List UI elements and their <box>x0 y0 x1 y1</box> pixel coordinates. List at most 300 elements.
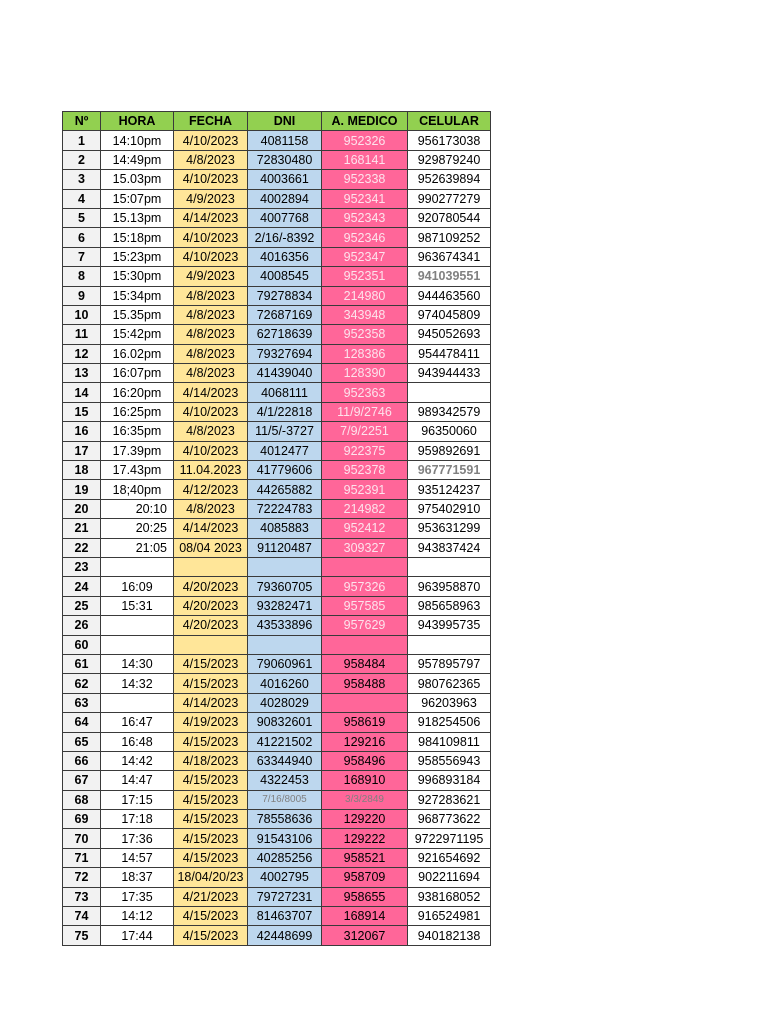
cell-fecha: 4/8/2023 <box>174 325 248 344</box>
cell-number: 22 <box>63 538 101 557</box>
cell-number: 14 <box>63 383 101 402</box>
cell-fecha: 4/15/2023 <box>174 771 248 790</box>
cell-dni: 2/16/-8392 <box>248 228 322 247</box>
cell-fecha: 08/04 2023 <box>174 538 248 557</box>
cell-fecha: 4/8/2023 <box>174 150 248 169</box>
cell-number: 64 <box>63 713 101 732</box>
table-body <box>63 131 491 945</box>
cell-fecha: 4/15/2023 <box>174 674 248 693</box>
cell-number: 2 <box>63 150 101 169</box>
cell-celular: 984109811 <box>408 732 491 751</box>
table-row <box>63 286 491 305</box>
cell-celular: 945052693 <box>408 325 491 344</box>
cell-fecha: 4/15/2023 <box>174 926 248 945</box>
table-row <box>63 751 491 770</box>
cell-medico: 958521 <box>322 848 408 867</box>
cell-hora: 14:57 <box>101 848 174 867</box>
cell-dni: 4003661 <box>248 170 322 189</box>
table-row <box>63 364 491 383</box>
cell-medico: 952358 <box>322 325 408 344</box>
cell-hora: 16:35pm <box>101 422 174 441</box>
cell-medico: 952391 <box>322 480 408 499</box>
cell-dni: 11/5/-3727 <box>248 422 322 441</box>
cell-medico: 957629 <box>322 616 408 635</box>
table-row <box>63 887 491 906</box>
header-hora: HORA <box>101 112 174 131</box>
cell-celular <box>408 557 491 576</box>
cell-fecha: 11.04.2023 <box>174 461 248 480</box>
cell-medico: 312067 <box>322 926 408 945</box>
cell-fecha: 4/14/2023 <box>174 383 248 402</box>
cell-medico: 952412 <box>322 519 408 538</box>
table-row <box>63 189 491 208</box>
cell-dni: 41779606 <box>248 461 322 480</box>
cell-hora: 18:37 <box>101 868 174 887</box>
cell-dni: 4068111 <box>248 383 322 402</box>
cell-dni <box>248 557 322 576</box>
cell-fecha: 4/12/2023 <box>174 480 248 499</box>
cell-celular: 959892691 <box>408 441 491 460</box>
cell-celular <box>408 635 491 654</box>
cell-number: 5 <box>63 208 101 227</box>
cell-number: 67 <box>63 771 101 790</box>
cell-celular: 941039551 <box>408 267 491 286</box>
cell-fecha: 4/10/2023 <box>174 170 248 189</box>
cell-celular: 921654692 <box>408 848 491 867</box>
cell-hora: 15:30pm <box>101 267 174 286</box>
cell-celular: 967771591 <box>408 461 491 480</box>
cell-dni: 7/16/8005 <box>248 790 322 809</box>
cell-number: 61 <box>63 654 101 673</box>
table-row <box>63 402 491 421</box>
table-row <box>63 228 491 247</box>
cell-hora: 15.13pm <box>101 208 174 227</box>
cell-celular: 944463560 <box>408 286 491 305</box>
cell-celular: 902211694 <box>408 868 491 887</box>
cell-number: 70 <box>63 829 101 848</box>
cell-number: 19 <box>63 480 101 499</box>
cell-fecha <box>174 557 248 576</box>
cell-fecha: 4/10/2023 <box>174 247 248 266</box>
cell-medico: 958655 <box>322 887 408 906</box>
cell-medico: 129222 <box>322 829 408 848</box>
cell-dni: 72687169 <box>248 305 322 324</box>
header-dni: DNI <box>248 112 322 131</box>
table-row <box>63 170 491 189</box>
cell-celular: 96203963 <box>408 693 491 712</box>
header-medico: A. MEDICO <box>322 112 408 131</box>
table-row <box>63 305 491 324</box>
cell-celular: 96350060 <box>408 422 491 441</box>
table-row <box>63 848 491 867</box>
cell-number: 16 <box>63 422 101 441</box>
cell-medico: 958488 <box>322 674 408 693</box>
cell-fecha: 4/10/2023 <box>174 441 248 460</box>
cell-fecha: 4/9/2023 <box>174 189 248 208</box>
cell-celular: 985658963 <box>408 596 491 615</box>
cell-dni: 79727231 <box>248 887 322 906</box>
cell-dni: 4002795 <box>248 868 322 887</box>
cell-hora: 15:42pm <box>101 325 174 344</box>
cell-fecha: 4/10/2023 <box>174 402 248 421</box>
cell-celular: 929879240 <box>408 150 491 169</box>
cell-celular: 940182138 <box>408 926 491 945</box>
cell-medico: 214982 <box>322 499 408 518</box>
cell-number: 21 <box>63 519 101 538</box>
cell-number: 60 <box>63 635 101 654</box>
table-row <box>63 538 491 557</box>
cell-dni: 63344940 <box>248 751 322 770</box>
table-row <box>63 907 491 926</box>
cell-number: 23 <box>63 557 101 576</box>
cell-hora: 16:09 <box>101 577 174 596</box>
cell-number: 4 <box>63 189 101 208</box>
table-row <box>63 499 491 518</box>
cell-medico: 958619 <box>322 713 408 732</box>
table-row <box>63 732 491 751</box>
cell-number: 71 <box>63 848 101 867</box>
header-fecha: FECHA <box>174 112 248 131</box>
cell-number: 62 <box>63 674 101 693</box>
table-row <box>63 810 491 829</box>
table-row <box>63 480 491 499</box>
table-row <box>63 208 491 227</box>
cell-fecha: 4/8/2023 <box>174 364 248 383</box>
cell-celular: 927283621 <box>408 790 491 809</box>
cell-medico: 168914 <box>322 907 408 926</box>
cell-celular: 975402910 <box>408 499 491 518</box>
table-row <box>63 577 491 596</box>
cell-dni: 4085883 <box>248 519 322 538</box>
cell-dni: 62718639 <box>248 325 322 344</box>
cell-number: 65 <box>63 732 101 751</box>
cell-dni: 72830480 <box>248 150 322 169</box>
cell-hora <box>101 557 174 576</box>
cell-fecha: 18/04/20/23 <box>174 868 248 887</box>
table-row <box>63 654 491 673</box>
cell-celular: 958556943 <box>408 751 491 770</box>
cell-number: 11 <box>63 325 101 344</box>
cell-medico: 957585 <box>322 596 408 615</box>
cell-fecha: 4/8/2023 <box>174 499 248 518</box>
cell-hora: 14:42 <box>101 751 174 770</box>
cell-number: 66 <box>63 751 101 770</box>
cell-dni: 4081158 <box>248 131 322 150</box>
cell-fecha: 4/15/2023 <box>174 848 248 867</box>
cell-celular: 963674341 <box>408 247 491 266</box>
table-row <box>63 693 491 712</box>
table-row <box>63 247 491 266</box>
cell-dni: 43533896 <box>248 616 322 635</box>
cell-dni: 90832601 <box>248 713 322 732</box>
cell-medico: 168141 <box>322 150 408 169</box>
cell-dni: 79278834 <box>248 286 322 305</box>
cell-medico: 952347 <box>322 247 408 266</box>
cell-celular: 943995735 <box>408 616 491 635</box>
cell-dni: 4007768 <box>248 208 322 227</box>
cell-fecha <box>174 635 248 654</box>
cell-number: 6 <box>63 228 101 247</box>
cell-dni: 91120487 <box>248 538 322 557</box>
cell-number: 7 <box>63 247 101 266</box>
cell-medico: 128390 <box>322 364 408 383</box>
cell-number: 24 <box>63 577 101 596</box>
cell-dni: 42448699 <box>248 926 322 945</box>
cell-celular: 9722971195 <box>408 829 491 848</box>
table-row <box>63 441 491 460</box>
cell-medico <box>322 557 408 576</box>
cell-medico: 11/9/2746 <box>322 402 408 421</box>
cell-medico: 958484 <box>322 654 408 673</box>
cell-fecha: 4/8/2023 <box>174 344 248 363</box>
cell-dni: 41439040 <box>248 364 322 383</box>
cell-number: 15 <box>63 402 101 421</box>
cell-number: 68 <box>63 790 101 809</box>
cell-dni: 41221502 <box>248 732 322 751</box>
cell-celular: 989342579 <box>408 402 491 421</box>
cell-dni <box>248 635 322 654</box>
cell-dni: 4008545 <box>248 267 322 286</box>
cell-dni: 72224783 <box>248 499 322 518</box>
cell-fecha: 4/8/2023 <box>174 422 248 441</box>
cell-medico: 952378 <box>322 461 408 480</box>
cell-celular: 957895797 <box>408 654 491 673</box>
cell-number: 73 <box>63 887 101 906</box>
cell-fecha: 4/21/2023 <box>174 887 248 906</box>
cell-fecha: 4/14/2023 <box>174 519 248 538</box>
table-row <box>63 771 491 790</box>
cell-hora: 17.43pm <box>101 461 174 480</box>
cell-dni: 4016356 <box>248 247 322 266</box>
header-number: Nº <box>63 112 101 131</box>
cell-fecha: 4/9/2023 <box>174 267 248 286</box>
cell-hora: 17:18 <box>101 810 174 829</box>
appointments-table <box>62 111 491 946</box>
table-row <box>63 461 491 480</box>
cell-hora: 14:49pm <box>101 150 174 169</box>
cell-hora: 16:47 <box>101 713 174 732</box>
cell-number: 12 <box>63 344 101 363</box>
cell-celular: 963958870 <box>408 577 491 596</box>
cell-hora: 21:05 <box>101 538 174 557</box>
table-row <box>63 596 491 615</box>
cell-fecha: 4/15/2023 <box>174 829 248 848</box>
cell-hora: 14:12 <box>101 907 174 926</box>
cell-hora: 14:47 <box>101 771 174 790</box>
cell-hora: 17:44 <box>101 926 174 945</box>
cell-celular: 935124237 <box>408 480 491 499</box>
table-row <box>63 422 491 441</box>
cell-medico <box>322 635 408 654</box>
cell-fecha: 4/8/2023 <box>174 286 248 305</box>
cell-hora: 17:36 <box>101 829 174 848</box>
cell-fecha: 4/10/2023 <box>174 131 248 150</box>
cell-medico: 7/9/2251 <box>322 422 408 441</box>
cell-medico: 129220 <box>322 810 408 829</box>
cell-hora: 17:15 <box>101 790 174 809</box>
cell-medico: 958496 <box>322 751 408 770</box>
cell-fecha: 4/10/2023 <box>174 228 248 247</box>
table-row <box>63 383 491 402</box>
cell-number: 20 <box>63 499 101 518</box>
cell-fecha: 4/19/2023 <box>174 713 248 732</box>
cell-hora: 15:31 <box>101 596 174 615</box>
cell-hora <box>101 693 174 712</box>
cell-celular: 943837424 <box>408 538 491 557</box>
cell-celular: 938168052 <box>408 887 491 906</box>
cell-number: 1 <box>63 131 101 150</box>
cell-medico: 3/3/2849 <box>322 790 408 809</box>
cell-dni: 4016260 <box>248 674 322 693</box>
cell-medico: 952346 <box>322 228 408 247</box>
cell-hora: 15.03pm <box>101 170 174 189</box>
cell-celular: 943944433 <box>408 364 491 383</box>
cell-medico: 922375 <box>322 441 408 460</box>
table-row <box>63 519 491 538</box>
cell-celular: 953631299 <box>408 519 491 538</box>
cell-celular: 968773622 <box>408 810 491 829</box>
cell-hora: 15:23pm <box>101 247 174 266</box>
cell-celular: 918254506 <box>408 713 491 732</box>
cell-celular: 920780544 <box>408 208 491 227</box>
cell-number: 25 <box>63 596 101 615</box>
cell-dni: 4/1/22818 <box>248 402 322 421</box>
cell-number: 3 <box>63 170 101 189</box>
table-row <box>63 267 491 286</box>
table-row <box>63 131 491 150</box>
cell-number: 10 <box>63 305 101 324</box>
cell-number: 13 <box>63 364 101 383</box>
cell-hora: 20:10 <box>101 499 174 518</box>
cell-number: 17 <box>63 441 101 460</box>
table-row <box>63 674 491 693</box>
cell-medico: 129216 <box>322 732 408 751</box>
cell-hora: 14:30 <box>101 654 174 673</box>
cell-fecha: 4/15/2023 <box>174 810 248 829</box>
cell-fecha: 4/15/2023 <box>174 907 248 926</box>
cell-hora: 14:10pm <box>101 131 174 150</box>
cell-celular: 990277279 <box>408 189 491 208</box>
cell-fecha: 4/15/2023 <box>174 790 248 809</box>
table-row <box>63 790 491 809</box>
cell-medico: 952351 <box>322 267 408 286</box>
table-row <box>63 713 491 732</box>
table-row <box>63 150 491 169</box>
cell-fecha: 4/15/2023 <box>174 654 248 673</box>
cell-number: 74 <box>63 907 101 926</box>
cell-hora: 17.39pm <box>101 441 174 460</box>
cell-medico: 952363 <box>322 383 408 402</box>
table-row <box>63 829 491 848</box>
cell-celular: 987109252 <box>408 228 491 247</box>
cell-fecha: 4/18/2023 <box>174 751 248 770</box>
cell-medico: 343948 <box>322 305 408 324</box>
cell-celular: 954478411 <box>408 344 491 363</box>
cell-celular: 974045809 <box>408 305 491 324</box>
cell-medico: 214980 <box>322 286 408 305</box>
cell-celular: 956173038 <box>408 131 491 150</box>
cell-celular: 996893184 <box>408 771 491 790</box>
cell-celular: 980762365 <box>408 674 491 693</box>
cell-hora: 16.02pm <box>101 344 174 363</box>
cell-number: 72 <box>63 868 101 887</box>
header-celular: CELULAR <box>408 112 491 131</box>
cell-dni: 4012477 <box>248 441 322 460</box>
cell-dni: 91543106 <box>248 829 322 848</box>
cell-medico: 168910 <box>322 771 408 790</box>
cell-hora: 16:20pm <box>101 383 174 402</box>
cell-fecha: 4/20/2023 <box>174 596 248 615</box>
cell-hora: 15.35pm <box>101 305 174 324</box>
cell-celular: 916524981 <box>408 907 491 926</box>
cell-medico: 952326 <box>322 131 408 150</box>
cell-hora <box>101 616 174 635</box>
cell-hora: 16:48 <box>101 732 174 751</box>
cell-dni: 4028029 <box>248 693 322 712</box>
cell-number: 69 <box>63 810 101 829</box>
cell-number: 26 <box>63 616 101 635</box>
cell-fecha: 4/14/2023 <box>174 693 248 712</box>
header-row <box>63 112 491 131</box>
cell-dni: 4002894 <box>248 189 322 208</box>
cell-fecha: 4/8/2023 <box>174 305 248 324</box>
cell-dni: 40285256 <box>248 848 322 867</box>
cell-medico: 957326 <box>322 577 408 596</box>
cell-medico: 958709 <box>322 868 408 887</box>
cell-hora: 14:32 <box>101 674 174 693</box>
cell-celular: 952639894 <box>408 170 491 189</box>
cell-number: 18 <box>63 461 101 480</box>
cell-dni: 79060961 <box>248 654 322 673</box>
cell-medico: 952343 <box>322 208 408 227</box>
table-row <box>63 344 491 363</box>
cell-celular <box>408 383 491 402</box>
table-row <box>63 325 491 344</box>
cell-dni: 81463707 <box>248 907 322 926</box>
cell-hora: 16:25pm <box>101 402 174 421</box>
cell-medico: 128386 <box>322 344 408 363</box>
cell-medico: 309327 <box>322 538 408 557</box>
cell-fecha: 4/20/2023 <box>174 577 248 596</box>
cell-number: 8 <box>63 267 101 286</box>
cell-fecha: 4/15/2023 <box>174 732 248 751</box>
cell-hora: 15:07pm <box>101 189 174 208</box>
table-row <box>63 557 491 576</box>
table-header <box>63 112 491 131</box>
cell-hora: 18;40pm <box>101 480 174 499</box>
cell-number: 75 <box>63 926 101 945</box>
cell-dni: 78558636 <box>248 810 322 829</box>
table-row <box>63 926 491 945</box>
cell-hora: 17:35 <box>101 887 174 906</box>
cell-medico: 952338 <box>322 170 408 189</box>
cell-medico <box>322 693 408 712</box>
cell-number: 9 <box>63 286 101 305</box>
cell-fecha: 4/20/2023 <box>174 616 248 635</box>
table-row <box>63 868 491 887</box>
cell-dni: 79327694 <box>248 344 322 363</box>
cell-dni: 79360705 <box>248 577 322 596</box>
cell-hora: 15:34pm <box>101 286 174 305</box>
cell-dni: 44265882 <box>248 480 322 499</box>
cell-medico: 952341 <box>322 189 408 208</box>
cell-number: 63 <box>63 693 101 712</box>
cell-hora: 16:07pm <box>101 364 174 383</box>
cell-hora: 20:25 <box>101 519 174 538</box>
table-row <box>63 616 491 635</box>
cell-fecha: 4/14/2023 <box>174 208 248 227</box>
cell-hora: 15:18pm <box>101 228 174 247</box>
